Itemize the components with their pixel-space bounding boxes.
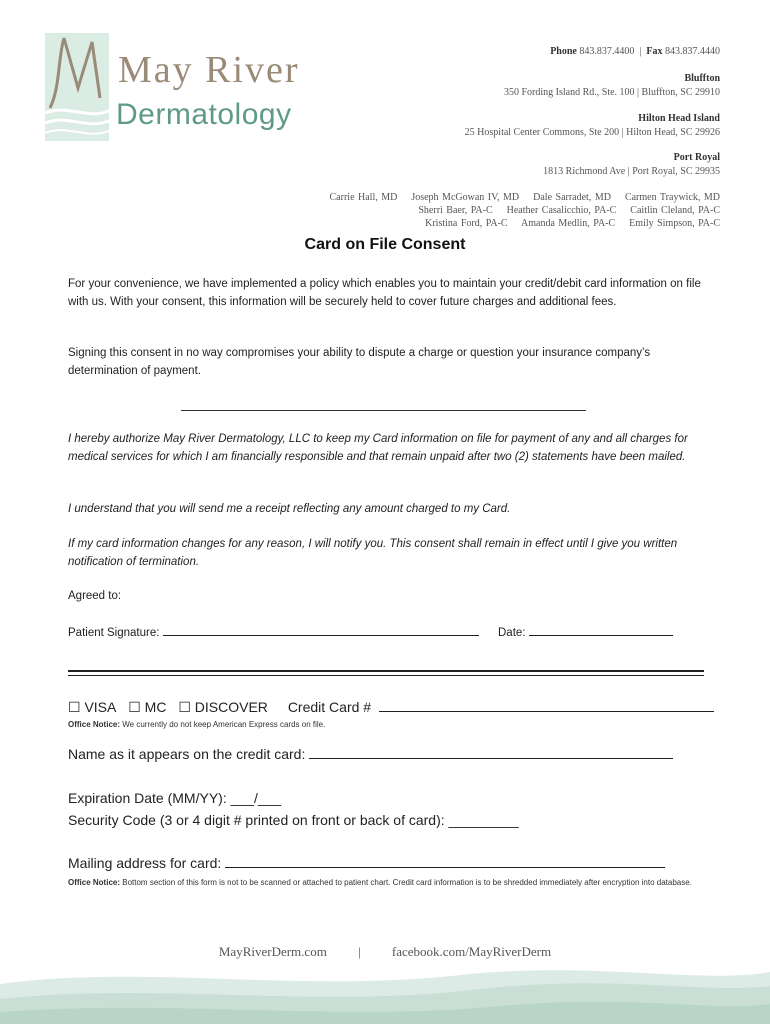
cardholder-name-field[interactable] xyxy=(309,746,673,759)
dispute-paragraph: Signing this consent in no way compromises your ability to dispute a charge or question your insurance company’s determination of payment. xyxy=(68,347,651,377)
website-link[interactable]: MayRiverDerm.com xyxy=(218,944,327,959)
patient-signature-row xyxy=(68,623,479,639)
section-divider-thin xyxy=(68,675,704,676)
amex-notice: Office Notice: We currently do not keep American Express cards on file. xyxy=(68,720,326,729)
intro-paragraph: For your convenience, we have implemented a policy which enables you to maintain your credit/debit card information on file with us. With your consent, this information will be securely held to cover future charges and additional fees. xyxy=(68,278,701,308)
location-bluffton: Bluffton 350 Fording Island Rd., Ste. 100 | Bluffton, SC 29910 xyxy=(504,73,720,98)
security-code-field[interactable]: _________ xyxy=(448,812,519,828)
location-port-royal: Port Royal 1813 Richmond Ave | Port Royal, SC 29935 xyxy=(543,152,720,177)
expiration-field[interactable]: ___/___ xyxy=(230,790,282,806)
discover-checkbox[interactable]: ☐ DISCOVER xyxy=(178,699,268,715)
date-row xyxy=(498,623,673,639)
credit-card-number-field[interactable] xyxy=(379,699,714,712)
cardholder-name-row xyxy=(68,746,673,762)
phone-fax: Phone 843.837.4400 | Fax 843.837.4440 xyxy=(550,46,720,57)
date-label: Date: xyxy=(498,627,526,639)
expiration-row xyxy=(68,790,281,806)
mailing-address-row xyxy=(68,855,665,871)
footer-wave-decoration xyxy=(0,964,770,1024)
page-title: Card on File Consent xyxy=(304,236,466,253)
card-type-row xyxy=(68,699,722,716)
cardholder-name-label: Name as it appears on the credit card: xyxy=(68,746,306,762)
patient-signature-label: Patient Signature: xyxy=(68,627,160,639)
expiration-label: Expiration Date (MM/YY): xyxy=(68,790,227,806)
mailing-address-field[interactable] xyxy=(225,855,665,868)
authorization-paragraph: I hereby authorize May River Dermatology, LLC to keep my Card information on file for payment of any and all charges for medical services for which I am financially responsible and that remain unpaid after two (2) statements have been mailed. xyxy=(68,433,688,463)
notification-paragraph: If my card information changes for any reason, I will notify you. This consent shall remain in effect until I give you written notification of termination. xyxy=(68,538,678,568)
security-code-label: Security Code (3 or 4 digit # printed on front or back of card): xyxy=(68,812,445,828)
logo-text-dermatology: Dermatology xyxy=(116,98,292,131)
date-field[interactable] xyxy=(529,623,673,636)
logo-text-may-river: May River xyxy=(118,49,300,91)
divider-line xyxy=(181,410,586,411)
facebook-link[interactable]: facebook.com/MayRiverDerm xyxy=(391,944,552,959)
footer-separator: | xyxy=(358,944,361,959)
footer xyxy=(0,944,770,960)
providers-list: Carrie Hall, MD Joseph McGowan IV, MD Dale Sarradet, MD Carmen Traywick, MD Sherri Baer, PA-C Heather Casalicchio, PA-C Caitlin Cleland, PA-C Kristina Ford, PA-C Amanda Medlin, PA-C Emily Simpson, PA-C xyxy=(329,192,720,229)
security-code-row xyxy=(68,812,519,828)
mailing-address-label: Mailing address for card: xyxy=(68,855,222,871)
credit-card-number-label: Credit Card # xyxy=(287,699,372,715)
logo-wave-icon xyxy=(30,28,120,148)
mc-checkbox[interactable]: ☐ MC xyxy=(128,699,167,715)
agreed-label: Agreed to: xyxy=(68,590,122,602)
location-hilton-head: Hilton Head Island 25 Hospital Center Commons, Ste 200 | Hilton Head, SC 29926 xyxy=(464,113,720,138)
shredding-notice: Office Notice: Bottom section of this form is not to be scanned or attached to patient chart. Credit card information is to be shredded immediately after encryption into database. xyxy=(68,878,692,887)
visa-checkbox[interactable]: ☐ VISA xyxy=(68,699,117,715)
patient-signature-field[interactable] xyxy=(163,623,479,636)
section-divider-thick xyxy=(68,670,704,672)
receipt-paragraph: I understand that you will send me a receipt reflecting any amount charged to my Card. xyxy=(68,503,511,515)
